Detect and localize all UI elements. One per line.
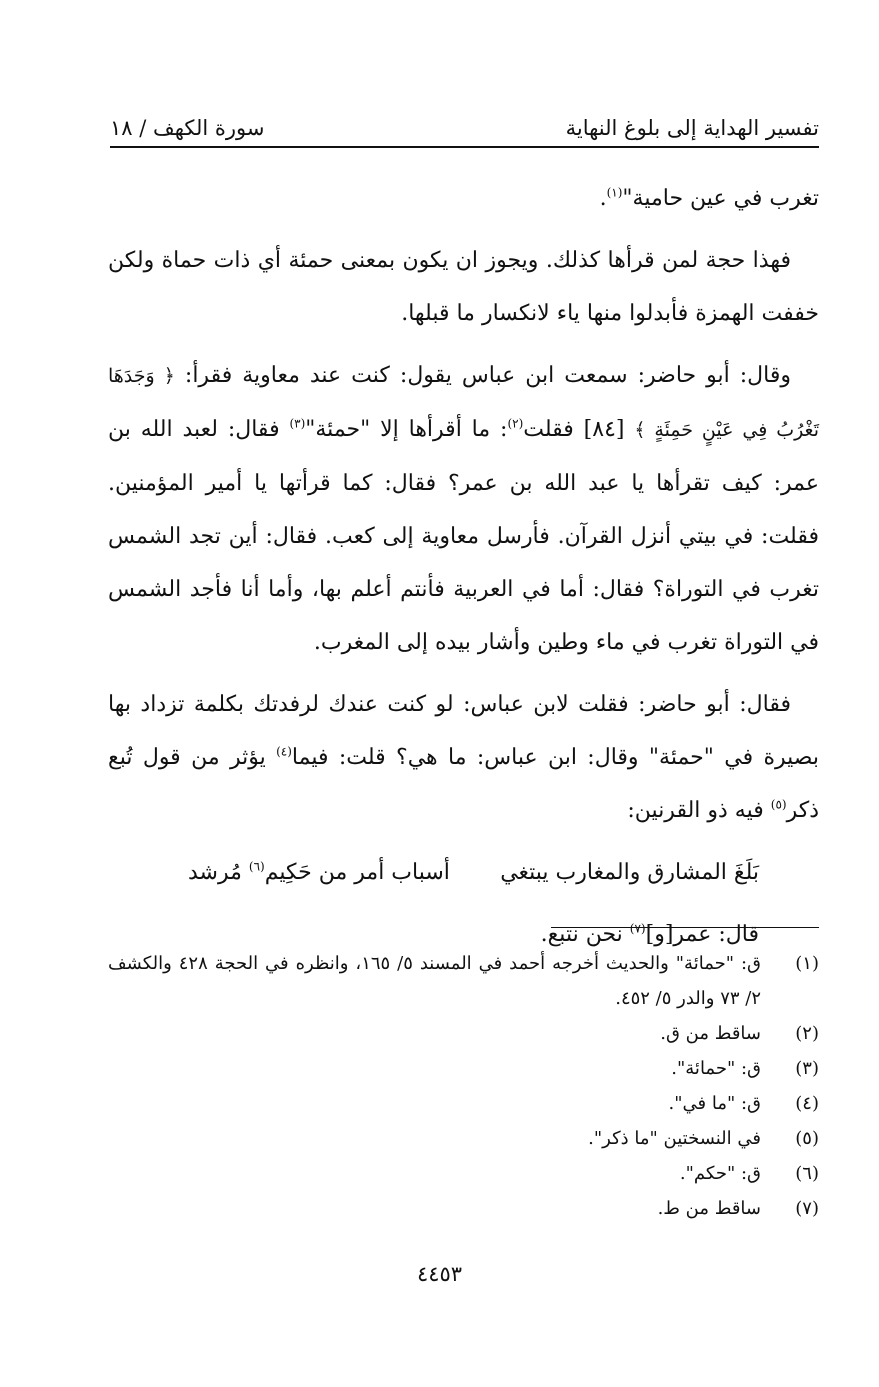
footnote-separator [551, 927, 819, 928]
poetry-verse [108, 846, 819, 899]
closing-line: قال: عمر[و]$^{(٧)}$ نحن نتبع. [540, 921, 759, 947]
paragraph-1: تغرب في عين حامية"$^{(١)}$. [599, 185, 819, 211]
footnote-2: (٢) ساقط من ق. [660, 1023, 819, 1044]
footnote-1: (١) ق: "حمائة" والحديث أخرجه أحمد في المسند ٥/ ١٦٥، وانظره في الحجة ٤٢٨ والكشف ٢/ ٧٣ والدر ٥/ ٤٥٢. [108, 953, 819, 1009]
footnote-5: (٥) في النسختين "ما ذكر". [588, 1128, 819, 1149]
book-title: تفسير الهداية إلى بلوغ النهاية [565, 116, 819, 140]
footnote-ref-7[interactable]: (٧) [629, 921, 646, 936]
paragraph-4: فقال: أبو حاضر: فقلت لابن عباس: لو كنت عندك لرفدتك بكلمة تزداد بها بصيرة في "حمئة" وقال: ابن عباس: ما هي؟ قلت: فيما$^{(٤)}$ يؤثر من قول تُبع ذكر$^{(٥)}$ فيه ذو القرنين: [108, 692, 819, 823]
paragraph-2: فهذا حجة لمن قرأها كذلك. ويجوز ان يكون بمعنى حمئة أي ذات حماة ولكن خففت الهمزة فأبدلوا منها ياء لانكسار ما قبلها. [108, 248, 819, 326]
footnote-ref-6[interactable]: (٦) [248, 859, 265, 874]
footnotes [108, 946, 819, 1226]
footnote-3: (٣) ق: "حمائة". [671, 1058, 819, 1079]
footnote-ref-1[interactable]: (١) [606, 185, 623, 200]
verse-first-hemistich: بَلَغَ المشارق والمغارب يبتغي [500, 860, 759, 885]
footnote-ref-3[interactable]: (٣) [289, 416, 306, 431]
footnote-4: (٤) ق: "ما في". [668, 1093, 819, 1114]
footnote-6: (٦) ق: "حكم". [679, 1163, 819, 1184]
page-header [110, 108, 819, 148]
footnote-7: (٧) ساقط من ط. [657, 1198, 819, 1219]
footnote-ref-5[interactable]: (٥) [770, 797, 787, 812]
page-number: ٤٤٥٣ [416, 1262, 463, 1286]
paragraph-3: وقال: أبو حاضر: سمعت ابن عباس يقول: كنت عند معاوية فقرأ: ﴿ وَجَدَهَا تَغْرُبُ فِي عَيْنٍ حَمِئَةٍ ﴾ [٨٤] فقلت$^{(٢)}$: ما أقرأها إلا "حمئة"$^{(٣)}$ فقال: لعبد الله بن عمر: كيف تقرأها يا عبد الله بن عمر؟ فقال: كما قرأتها يا أمير المؤمنين. فقلت: في بيتي أنزل القرآن. فأرسل معاوية إلى كعب. فقال: أين تجد الشمس تغرب في التوراة؟ فقال: أما في العربية فأنتم أعلم بها، وأما أنا فأجد الشمس في التوراة تغرب في ماء وطين وأشار بيده إلى المغرب. [108, 363, 820, 655]
surah-label: سورة الكهف / ١٨ [110, 116, 265, 140]
quran-verse: ﴿ وَجَدَهَا تَغْرُبُ فِي عَيْنٍ حَمِئَةٍ ﴾ [108, 365, 820, 441]
footnote-ref-4[interactable]: (٤) [276, 744, 292, 759]
footnote-ref-2[interactable]: (٢) [507, 416, 524, 431]
main-text [108, 172, 819, 970]
verse-second-hemistich: أسباب أمر من حَكِيم$^{(٦)}$ مُرشد [188, 859, 450, 885]
